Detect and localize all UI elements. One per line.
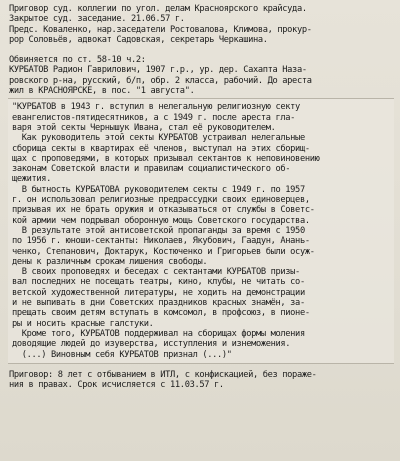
header-block bbox=[9, 4, 394, 45]
quote-line: "КУРБАТОВ в 1943 г. вступил в нелегальную религиозную секту bbox=[12, 102, 300, 113]
accused-line: КУРБАТОВ Радион Гаврилович, 1907 г.р., ур. дер. Сахапта Наза- bbox=[9, 65, 307, 76]
sentence-block bbox=[9, 370, 394, 391]
quote-line: ры и носить красные галстуки. bbox=[12, 318, 154, 329]
sentence-line: ния в правах. Срок исчисляется с 11.03.57 г. bbox=[9, 380, 224, 391]
quote-line: дены к различным срокам лишения свободы. bbox=[12, 256, 208, 267]
quote-line: щежития. bbox=[12, 174, 52, 185]
accused-block bbox=[9, 55, 394, 96]
quote-line: евангелистов-пятидесятников, а с 1949 г. после ареста гла- bbox=[12, 112, 296, 123]
quote-line: и не выпивать в дни Советских праздников красных знамён, за- bbox=[12, 298, 305, 309]
quote-line: вал последних не посещать театры, кино, клубы, не читать со- bbox=[12, 277, 305, 288]
quote-line: ченко, Степанович, Доктарук, Костюченко и Григорьев были осуж- bbox=[12, 246, 315, 257]
quote-line: законам Советской власти и правилам социалистического об- bbox=[12, 164, 291, 175]
header-line: рор Соловьёв, адвокат Садовская, секретарь Черкашина. bbox=[9, 34, 268, 45]
header-line: Предс. Коваленко, нар.заседатели Ростовалова, Климова, прокур- bbox=[9, 24, 312, 35]
quote-line: варя этой секты Чернышук Ивана, стал её руководителем. bbox=[12, 122, 276, 133]
accused-line: жил в КРАСНОЯРСКЕ, в пос. "1 августа". bbox=[9, 86, 195, 97]
quote-line: прещать своим детям вступать в комсомол, в профсоюз, в пионе- bbox=[12, 308, 310, 319]
quote-line: призывая их не брать оружия и отказываться от службы в Советс- bbox=[12, 205, 315, 216]
accused-line: ровского р-на, русский, б/п, обр. 2 класса, рабочий. До ареста bbox=[9, 75, 312, 86]
quote-line: В результате этой антисоветской пропаганды за время с 1950 bbox=[12, 225, 305, 236]
sentence-line: Приговор: 8 лет с отбыванием в ИТЛ, с конфискацией, без пораже- bbox=[9, 369, 317, 380]
quote-line: Как руководитель этой секты КУРБАТОВ устраивал нелегальные bbox=[12, 133, 305, 144]
quote-line: В своих проповедях и беседах с сектантами КУРБАТОВ призы- bbox=[12, 267, 300, 278]
quote-line: В бытность КУРБАТОВА руководителем секты с 1949 г. по 1957 bbox=[12, 184, 305, 195]
quote-line: Кроме того, КУРБАТОВ поддерживал на сборищах формы моления bbox=[12, 328, 305, 339]
quote-line: кой армии чем подрывал оборонную мощь Советского государства. bbox=[12, 215, 310, 226]
quote-line: ветской художественной литературы, не ходить на демонстрации bbox=[12, 287, 305, 298]
quote-line: доводящие людей до изуверства, исступления и изнеможения. bbox=[12, 339, 291, 350]
quote-line: (...) Виновным себя КУРБАТОВ признал (...)" bbox=[12, 349, 232, 360]
quote-line: по 1956 г. юноши-сектанты: Николаев, Якубович, Гаадун, Анань- bbox=[12, 236, 310, 247]
quote-line: щах с проповедями, в которых призывал сектантов к неповиновению bbox=[12, 153, 320, 164]
header-line: Приговор суд. коллегии по угол. делам Красноярского крайсуда. bbox=[9, 4, 307, 14]
accused-line: Обвиняется по ст. 58-10 ч.2: bbox=[9, 55, 146, 66]
quote-line: г. он использовал религиозные предрассудки своих единоверцев, bbox=[12, 195, 310, 206]
header-line: Закрытое суд. заседание. 21.06.57 г. bbox=[9, 14, 185, 25]
quote-line: сборища секты в квартирах её членов, выступал на этих сборищ- bbox=[12, 143, 310, 154]
verdict-quote bbox=[8, 98, 394, 363]
